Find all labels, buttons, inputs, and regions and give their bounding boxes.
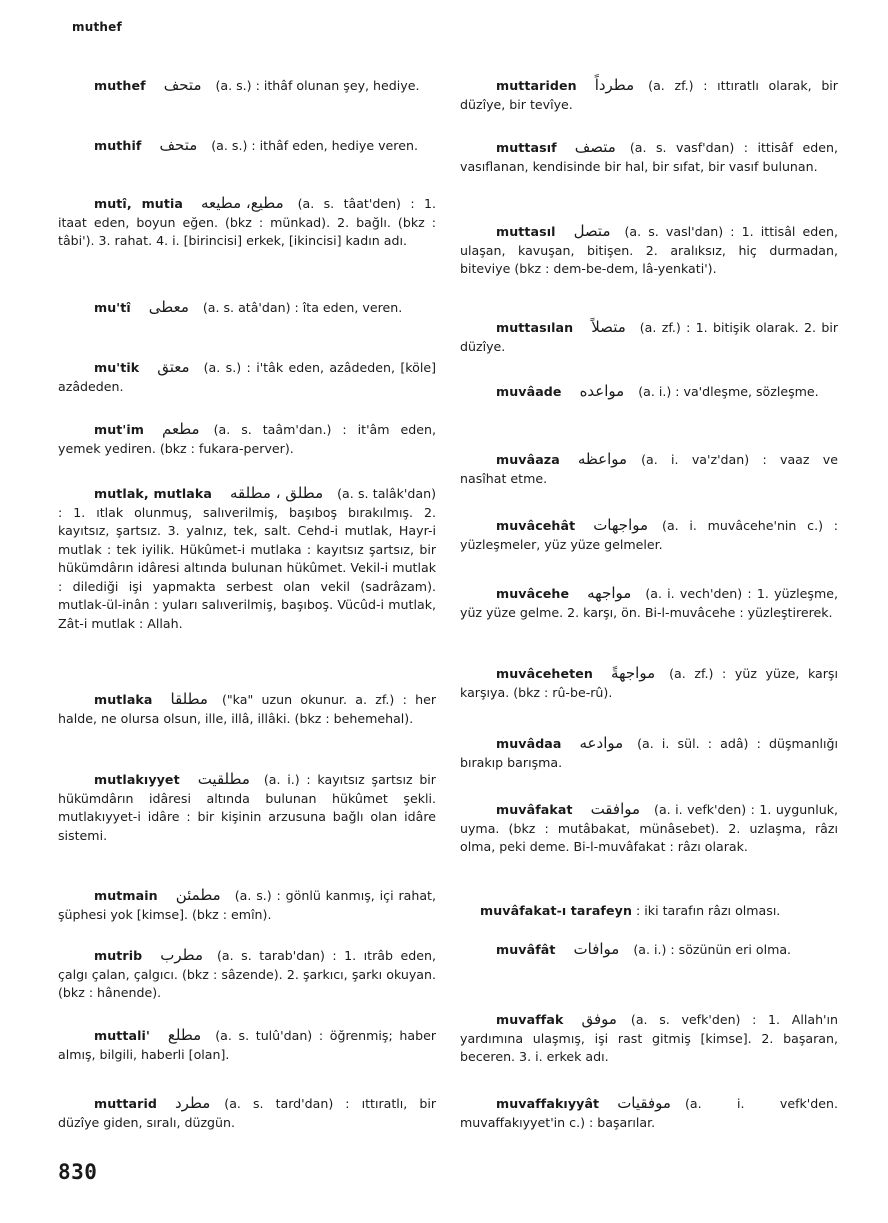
entry (460, 516, 838, 554)
entry (58, 690, 436, 728)
definition: (a. s. taâm'dan.) : it'âm eden, yemek yediren. (bkz : fukara-perver). (58, 422, 436, 456)
entry (460, 800, 838, 857)
definition: (a. s. vefk'den) : 1. Allah'ın yardımına ulaşmış, işi rast gitmiş [kimse]. 2. başaran, beceren. 3. i. erkek adı. (460, 1012, 838, 1064)
arabic-script: مطعم (162, 420, 200, 438)
headword: muvâade (496, 384, 562, 399)
headword: mutmain (94, 888, 158, 903)
arabic-script: مواجهات (593, 516, 649, 534)
headword: muttariden (496, 78, 577, 93)
entry (460, 382, 838, 402)
definition: (a. s. tard'dan) : ıttıratlı, bir düzîye giden, sıralı, düzgün. (58, 1096, 436, 1130)
entry (58, 136, 436, 156)
headword: mutlaka (94, 692, 153, 707)
entry (460, 450, 838, 488)
definition: (a. i. vefk'den. muvaffakıyyet'in c.) : başarılar. (460, 1096, 838, 1130)
definition: (a. s. atâ'dan) : îta eden, veren. (202, 300, 403, 315)
arabic-script: متصل (573, 222, 611, 240)
arabic-script: مطرد (174, 1094, 211, 1112)
arabic-script: موادعه (579, 734, 624, 752)
arabic-script: مواعده (579, 382, 625, 400)
entry (460, 318, 838, 356)
definition: (a. i. vech'den) : 1. yüzleşme, yüz yüze gelme. 2. karşı, ön. Bi-l-muvâcehe : yüzleştirerek. (460, 586, 838, 620)
definition: (a. s.) : gönlü kanmış, içi rahat, şüphesi yok [kimse]. (bkz : emîn). (58, 888, 436, 922)
entry (58, 1026, 436, 1064)
headword: muvâaza (496, 452, 560, 467)
entry (460, 734, 838, 772)
entry (58, 358, 436, 396)
arabic-script: مطلق ، مطلقه (229, 484, 324, 502)
arabic-script: متحف (159, 136, 198, 154)
headword: mutî, mutia (94, 196, 183, 211)
headword: mu'tî (94, 300, 131, 315)
definition: (a. i.) : va'dleşme, sözleşme. (638, 384, 819, 399)
headword: mutrib (94, 948, 143, 963)
definition: (a. s.) : ithâf olunan şey, hediye. (215, 78, 420, 93)
entry (58, 484, 436, 633)
arabic-script: متصف (574, 138, 616, 156)
headword: muvâceheten (496, 666, 593, 681)
headword: muttasıf (496, 140, 557, 155)
headword: muvaffakıyyât (496, 1096, 600, 1111)
headword: mut'im (94, 422, 145, 437)
headword: mutlak, mutlaka (94, 486, 212, 501)
definition: (a. i. sül. : adâ) : düşmanlığı bırakıp barışma. (460, 736, 838, 770)
entry (58, 194, 436, 251)
headword: muttarid (94, 1096, 157, 1111)
definition: (a. i.) : kayıtsız şartsız bir hükümdârın idâresi altında bulunan hükûmet şekli. mutlakıyyet-i idâre : bir kişinin arzusuna bağlı olan idâre sistemi. (58, 772, 436, 843)
definition: (a. i. va'z'dan) : vaaz ve nasîhat etme. (460, 452, 838, 486)
entry (460, 584, 838, 622)
entry (460, 76, 838, 114)
arabic-script: موافات (573, 940, 620, 958)
entry (58, 946, 436, 1003)
arabic-script: موفقيات (617, 1094, 671, 1112)
headword: muthef (94, 78, 146, 93)
definition: (a. s. talâk'dan) : 1. ıtlak olunmuş, salıverilmiş, başıboş bırakılmış. 2. kayıtsız, şartsız. 3. yalnız, tek, salt. Cehd-i mutlak, Hayr-i mutlak : tek iyilik. Hükûmet-i mutlaka : kayıtsız şartsız, bir hükümdârın idâresi altında bulunan hükûmet. Vekil-i mutlak : dilediği işi yapmakta serbest olan vekil (sadrâzam). mutlak-ül-inân : yuları salıverilmiş, başıboş. Vücûd-i mutlak, Zât-i mutlak : Allah. (58, 486, 436, 631)
entry (460, 138, 838, 176)
arabic-script: مواجهه (587, 584, 632, 602)
definition: (a. s.) : ithâf eden, hediye veren. (211, 138, 418, 153)
entry (460, 902, 838, 921)
arabic-script: مطلقيت (197, 770, 250, 788)
entry (460, 940, 838, 960)
arabic-script: متحف (163, 76, 202, 94)
arabic-script: موفق (581, 1010, 617, 1028)
entry (58, 770, 436, 845)
headword: mu'tik (94, 360, 140, 375)
definition: (a. s. vasf'dan) : ittisâf eden, vasıflanan, kendisinde bir hal, bir sıfat, bir vasıf bulunan. (460, 140, 838, 174)
headword: muvâcehât (496, 518, 576, 533)
entry (460, 222, 838, 279)
headword: muttasılan (496, 320, 574, 335)
arabic-script: متصلاً (591, 318, 626, 336)
definition: ("ka" uzun okunur. a. zf.) : her halde, ne olursa olsun, ille, illâ, illâki. (bkz : behemehal). (58, 692, 436, 726)
arabic-script: مطيع، مطيعه (201, 194, 284, 212)
headword: mutlakıyyet (94, 772, 180, 787)
arabic-script: مطلقا (170, 690, 208, 708)
headword: muthif (94, 138, 142, 153)
definition: (a. s. tâat'den) : 1. itaat eden, boyun eğen. (bkz : münkad). 2. bağlı. (bkz : tâbi'). 3. rahat. 4. i. [birincisi] erkek, [ikincisi] kadın adı. (58, 196, 436, 248)
definition: (a. i. muvâcehe'nin c.) : yüzleşmeler, yüz yüze gelmeler. (460, 518, 838, 552)
headword: muvâcehe (496, 586, 570, 601)
definition: (a. s. vasl'dan) : 1. ittisâl eden, ulaşan, kavuşan, bitişen. 2. aralıksız, hiç durmadan, biteviye (bkz : dem-be-dem, lâ-yenkati'). (460, 224, 838, 276)
arabic-script: مواجهةً (610, 664, 656, 682)
headword: muvaffak (496, 1012, 564, 1027)
page-number: 830 (58, 1160, 98, 1184)
definition: (a. zf.) : ıttıratlı olarak, bir düzîye, bir tevîye. (460, 78, 838, 112)
running-head: muthef (72, 20, 122, 34)
entry (58, 420, 436, 458)
headword: muttali' (94, 1028, 150, 1043)
arabic-script: مواعظه (577, 450, 628, 468)
definition: (a. i.) : sözünün eri olma. (633, 942, 792, 957)
arabic-script: مطرب (160, 946, 204, 964)
arabic-script: مطرداً (594, 76, 635, 94)
entry (460, 1010, 838, 1067)
headword: muvâfakat (496, 802, 573, 817)
definition: (a. zf.) : yüz yüze, karşı karşıya. (bkz : rû-be-rû). (460, 666, 838, 700)
arabic-script: معطى (148, 298, 189, 316)
arabic-script: موافقت (590, 800, 641, 818)
arabic-script: معتق (157, 358, 190, 376)
headword: muttasıl (496, 224, 556, 239)
entry (58, 886, 436, 924)
headword: muvâfakat-ı tarafeyn (480, 903, 633, 918)
definition: (a. i. vefk'den) : 1. uygunluk, uyma. (bkz : mutâbakat, münâsebet). 2. uzlaşma, râzı olma, peki deme. Bi-l-muvâfakat : râzı olarak. (460, 802, 838, 854)
entry (460, 664, 838, 702)
arabic-script: مطلع (167, 1026, 202, 1044)
definition: (a. zf.) : 1. bitişik olarak. 2. bir düzîye. (460, 320, 838, 354)
definition: : iki tarafın râzı olması. (636, 903, 781, 918)
entry (58, 298, 436, 318)
entry (58, 1094, 436, 1132)
arabic-script: مطمئن (175, 886, 221, 904)
definition: (a. s.) : i'tâk eden, azâdeden, [köle] azâdeden. (58, 360, 436, 394)
definition: (a. s. tulû'dan) : öğrenmiş; haber almış, bilgili, haberli [olan]. (58, 1028, 436, 1062)
definition: (a. s. tarab'dan) : 1. ıtrâb eden, çalgı çalan, çalgıcı. (bkz : sâzende). 2. şarkıcı, şarkı okuyan. (bkz : hânende). (58, 948, 436, 1000)
headword: muvâfât (496, 942, 556, 957)
entry (460, 1094, 838, 1132)
headword: muvâdaa (496, 736, 562, 751)
entry (58, 76, 436, 96)
